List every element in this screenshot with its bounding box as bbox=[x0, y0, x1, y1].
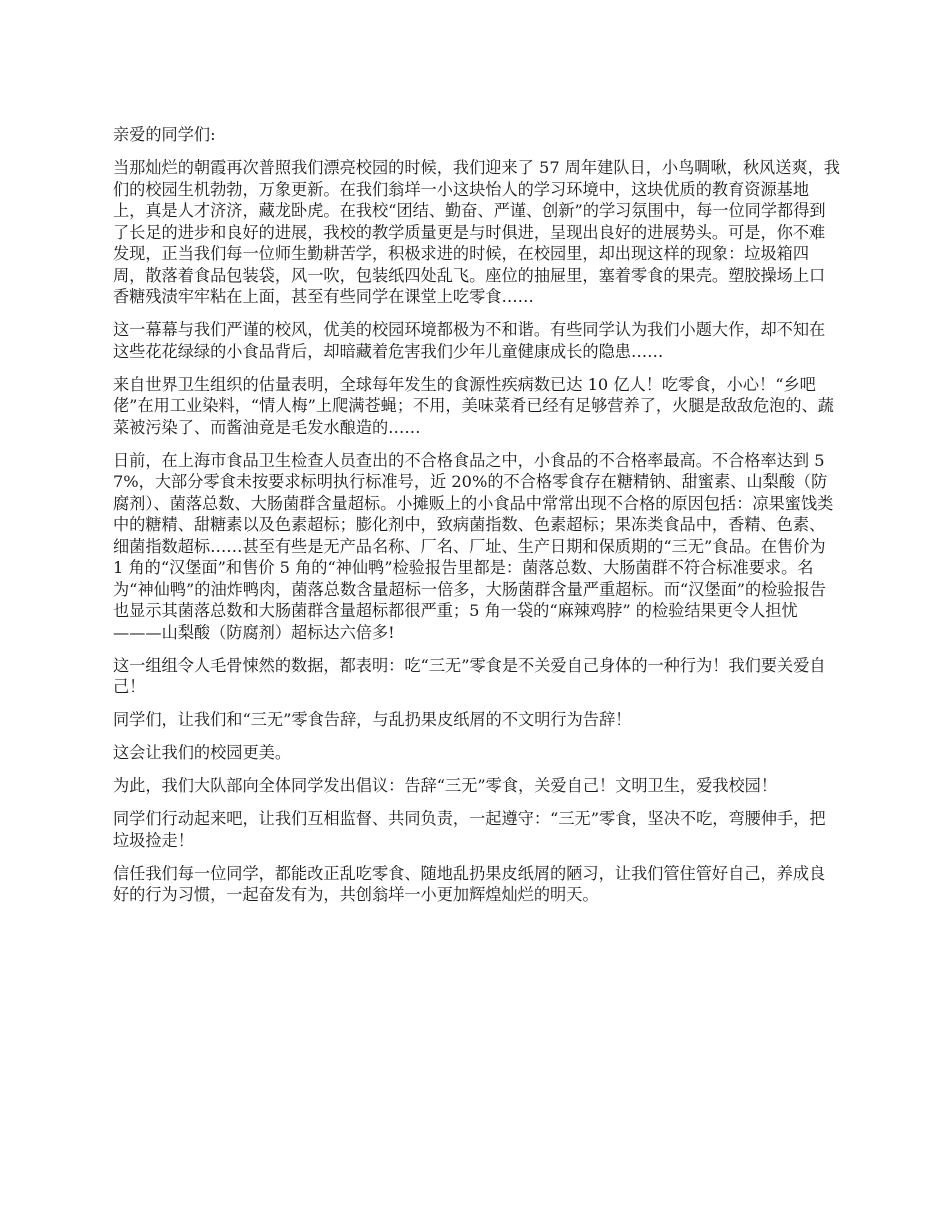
paragraph-farewell: 同学们，让我们和“三无”零食告辞，与乱扔果皮纸屑的不文明行为告辞！ bbox=[113, 710, 632, 729]
paragraph-closing: 信任我们每一位同学，都能改正乱吃零食、随地乱扔果皮纸屑的陋习，让我们管住管好自己，养成良好的行为习惯，一起奋发有为，共创翁垟一小更加辉煌灿烂的明天。 bbox=[113, 863, 826, 904]
paragraph-discord: 这一幕幕与我们严谨的校风，优美的校园环境都极为不和谐。有些同学认为我们小题大作，却不知在这些花花绿绿的小食品背后，却暗藏着危害我们少年儿童健康成长的隐患…… bbox=[113, 320, 826, 361]
paragraph-proposal: 为此，我们大队部向全体同学发出倡议：告辞“三无”零食，关爱自己！文明卫生，爱我校园！ bbox=[113, 776, 778, 795]
paragraph-intro: 当那灿烂的朝霞再次普照我们漂亮校园的时候，我们迎来了 57 周年建队日，小鸟啁啾，秋风送爽，我们的校园生机勃勃，万象更新。在我们翁垟一小这块怡人的学习环境中，这块优质的教育资源基地上，真是人才济济，藏龙卧虎。在我校“团结、勤奋、严谨、创新”的学习氛围中，每一位同学都得到了长足的进步和良好的进展，我校的教学质量更是与时俱进，呈现出良好的进展势头。可是，你不难发现，正当我们每一位师生勤耕苦学，积极求进的时候，在校园里，却出现这样的现象：垃圾箱四周，散落着食品包装袋，风一吹，包装纸四处乱飞。座位的抽屉里，塞着零食的果壳。塑胶操场上口香糖残渍牢牢粘在上面，甚至有些同学在课堂上吃零食…… bbox=[113, 158, 840, 306]
paragraph-data-conclusion: 这一组组令人毛骨悚然的数据，都表明：吃“三无”零食是不关爱自己身体的一种行为！我们要关爱自己！ bbox=[113, 655, 826, 696]
paragraph-campus: 这会让我们的校园更美。 bbox=[113, 743, 292, 762]
paragraph-shanghai-inspection: 日前，在上海市食品卫生检查人员查出的不合格食品之中，小食品的不合格率最高。不合格率达到 57%，大部分零食未按要求标明执行标准号，近 20%的不合格零食存在糖精钠、甜蜜素、山梨酸（防腐剂）、菌落总数、大肠菌群含量超标。小摊贩上的小食品中常常出现不合格的原因包括：凉果蜜饯类中的糖精、甜糖素以及色素超标；膨化剂中，致病菌指数、色素超标；果冻类食品中，香精、色素、细菌指数超标……甚至有些是无产品名称、厂名、厂址、生产日期和保质期的“三无”食品。在售价为 1 角的“汉堡面”和售价 5 角的“神仙鸭”检验报告里都是：菌落总数、大肠菌群不符合标准要求。名为“神仙鸭”的油炸鸭肉，菌落总数含量超标一倍多，大肠菌群含量严重超标。而“汉堡面”的检验报告也显示其菌落总数和大肠菌群含量超标都很严重；5 角一袋的“麻辣鸡脖” 的检验结果更令人担忧———山梨酸（防腐剂）超标达六倍多! bbox=[113, 450, 834, 642]
document-body bbox=[113, 124, 841, 917]
greeting: 亲爱的同学们: bbox=[113, 125, 216, 144]
paragraph-who-estimate: 来自世界卫生组织的估量表明，全球每年发生的食源性疾病数已达 10 亿人！吃零食，小心！“乡吧佬”在用工业染料，“情人梅”上爬满苍蝇；不用，美味菜肴已经有足够营养了，火腿是敌敌危泡的、蔬菜被污染了、而酱油竟是毛发水酿造的…… bbox=[113, 374, 834, 437]
paragraph-action: 同学们行动起来吧，让我们互相监督、共同负责，一起遵守：“三无”零食，坚决不吃，弯腰伸手，把垃圾捡走！ bbox=[113, 809, 826, 850]
